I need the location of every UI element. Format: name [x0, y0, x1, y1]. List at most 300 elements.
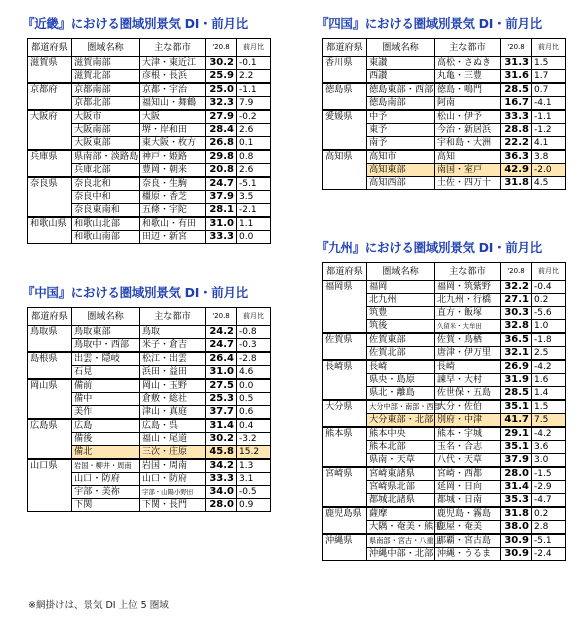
prefecture-cell: 島根県	[28, 352, 72, 379]
change-cell: -0.2	[237, 110, 271, 124]
di-value-cell: 45.8	[206, 446, 237, 460]
di-value-cell: 30.9	[501, 548, 532, 561]
city-cell: 唐津・伊万里	[435, 347, 501, 361]
kinki-title: 『近畿』における圏域別景気 DI・前月比	[22, 16, 248, 31]
city-cell: 堺・岸和田	[140, 124, 206, 137]
city-cell: 松山・伊予	[435, 110, 501, 124]
change-cell: 0.2	[532, 294, 566, 307]
header-city: 主な都市	[140, 308, 206, 326]
change-cell: -4.7	[532, 494, 566, 508]
area-cell: 中予	[367, 110, 435, 124]
change-cell: 3.1	[237, 473, 271, 486]
city-cell: 丸亀・三豊	[435, 70, 501, 84]
di-value-cell: 31.6	[501, 70, 532, 84]
city-cell: 岡山・玉野	[140, 379, 206, 393]
change-cell: 3.0	[532, 454, 566, 468]
area-cell: 薩摩	[367, 507, 435, 521]
area-cell: 高知市	[367, 150, 435, 164]
area-cell: 石見	[72, 366, 140, 380]
change-cell: -2.8	[237, 352, 271, 366]
change-cell: 15.2	[237, 446, 271, 460]
prefecture-cell: 和歌山県	[28, 217, 72, 244]
city-cell: 沖縄・うるま	[435, 548, 501, 561]
change-cell: -4.1	[532, 97, 566, 111]
change-cell: 1.0	[532, 320, 566, 334]
area-cell: 長崎	[367, 360, 435, 374]
di-value-cell: 29.8	[206, 150, 237, 164]
prefecture-cell: 広島県	[28, 419, 72, 459]
di-value-cell: 30.3	[501, 307, 532, 320]
city-cell: 宇部・山陽小野田	[140, 486, 206, 499]
change-cell: 0.0	[237, 379, 271, 393]
di-value-cell: 38.0	[501, 521, 532, 535]
di-value-cell: 28.4	[206, 124, 237, 137]
change-cell: -1.5	[532, 467, 566, 481]
area-cell: 滋賀南部	[72, 57, 140, 70]
di-value-cell: 31.8	[501, 177, 532, 190]
table-row	[28, 379, 271, 393]
prefecture-cell: 愛媛県	[323, 110, 367, 150]
header-city: 主な都市	[435, 39, 501, 57]
header-area: 圏域名称	[72, 308, 140, 326]
area-cell: 奈良東南和	[72, 204, 140, 218]
di-value-cell: 31.8	[501, 507, 532, 521]
di-value-cell: 28.8	[501, 124, 532, 137]
table-row	[323, 534, 566, 548]
area-cell: 大隅・奄美・熊毛	[367, 521, 435, 535]
di-value-cell: 26.4	[206, 352, 237, 366]
change-cell: -0.8	[237, 326, 271, 339]
table-row	[28, 150, 271, 164]
di-value-cell: 28.0	[501, 467, 532, 481]
di-value-cell: 25.0	[206, 83, 237, 97]
area-cell: 筑豊	[367, 307, 435, 320]
shikoku-table	[322, 38, 566, 190]
area-cell: 熊本中央	[367, 427, 435, 441]
city-cell: 北九州・行橋	[435, 294, 501, 307]
area-cell: 福岡	[367, 281, 435, 294]
area-cell: 鳥取東部	[72, 326, 140, 339]
city-cell: 田辺・新宮	[140, 231, 206, 244]
di-value-cell: 28.1	[206, 204, 237, 218]
city-cell: 久留米・大牟田	[435, 320, 501, 334]
city-cell: 宇和島・大洲	[435, 137, 501, 151]
change-cell: -2.1	[237, 204, 271, 218]
header-prefecture: 都道府県	[323, 263, 367, 281]
table-row	[323, 467, 566, 481]
area-cell: 備前	[72, 379, 140, 393]
table-row	[323, 400, 566, 414]
di-value-cell: 41.7	[501, 414, 532, 428]
change-cell: -5.1	[532, 534, 566, 548]
di-value-cell: 35.3	[501, 494, 532, 508]
city-cell: 宮崎・西都	[435, 467, 501, 481]
change-cell: 7.5	[532, 414, 566, 428]
table-row	[323, 83, 566, 97]
di-value-cell: 32.8	[501, 320, 532, 334]
table-row	[28, 459, 271, 473]
prefecture-cell: 鹿児島県	[323, 507, 367, 534]
di-value-cell: 30.2	[206, 433, 237, 446]
prefecture-cell: 奈良県	[28, 177, 72, 217]
area-cell: 宮崎県北部	[367, 481, 435, 494]
change-cell: 1.3	[237, 459, 271, 473]
change-cell: 0.8	[237, 150, 271, 164]
city-cell: 米子・倉吉	[140, 339, 206, 353]
area-cell: 山口・防府	[72, 473, 140, 486]
prefecture-cell: 大分県	[323, 400, 367, 427]
area-cell: 大分中部・南部・西部	[367, 400, 435, 414]
city-cell: 東大阪・枚方	[140, 137, 206, 151]
area-cell: 下関	[72, 499, 140, 512]
change-cell: 0.9	[237, 499, 271, 512]
city-cell: 鹿児島・霧島	[435, 507, 501, 521]
city-cell: 南国・室戸	[435, 164, 501, 177]
table-row	[28, 83, 271, 97]
change-cell: 2.6	[237, 124, 271, 137]
di-value-cell: 34.0	[206, 486, 237, 499]
city-cell: 延岡・日向	[435, 481, 501, 494]
change-cell: 2.6	[237, 164, 271, 178]
table-row	[323, 360, 566, 374]
change-cell: 3.5	[237, 191, 271, 204]
header-area: 圏域名称	[367, 263, 435, 281]
change-cell: -1.1	[237, 83, 271, 97]
change-cell: 0.6	[237, 406, 271, 420]
area-cell: 徳島東部・西部	[367, 83, 435, 97]
kinki-table	[27, 38, 271, 244]
area-cell: 備中	[72, 393, 140, 406]
city-cell: 橿原・香芝	[140, 191, 206, 204]
area-cell: 徳島南部	[367, 97, 435, 111]
di-value-cell: 37.9	[501, 454, 532, 468]
change-cell: -2.4	[532, 548, 566, 561]
table-row	[28, 217, 271, 231]
city-cell: 徳島・鳴門	[435, 83, 501, 97]
change-cell: 2.5	[532, 347, 566, 361]
city-cell: 浜田・益田	[140, 366, 206, 380]
header-value: '20.8	[501, 39, 532, 57]
di-value-cell: 25.9	[206, 70, 237, 84]
area-cell: 沖縄中部・北部	[367, 548, 435, 561]
di-value-cell: 30.2	[206, 57, 237, 70]
area-cell: 県央・島原	[367, 374, 435, 387]
city-cell: 下関・長門	[140, 499, 206, 512]
table-row	[28, 110, 271, 124]
area-cell: 宇部・美祢	[72, 486, 140, 499]
table-row	[28, 419, 271, 433]
city-cell: 今治・新居浜	[435, 124, 501, 137]
di-value-cell: 26.8	[206, 137, 237, 151]
city-cell: 玉名・合志	[435, 441, 501, 454]
di-value-cell: 36.3	[501, 150, 532, 164]
area-cell: 熊本北部	[367, 441, 435, 454]
city-cell: 松江・出雲	[140, 352, 206, 366]
area-cell: 奈良北和	[72, 177, 140, 191]
city-cell: 豊岡・朝来	[140, 164, 206, 178]
change-cell: 0.7	[532, 83, 566, 97]
change-cell: -0.1	[237, 57, 271, 70]
area-cell: 岩国・柳井・周南	[72, 459, 140, 473]
kyushu-title: 『九州』における圏域別景気 DI・前月比	[316, 240, 542, 255]
area-cell: 西讃	[367, 70, 435, 84]
prefecture-cell: 佐賀県	[323, 333, 367, 360]
di-value-cell: 31.3	[501, 57, 532, 70]
change-cell: -5.1	[237, 177, 271, 191]
change-cell: -1.2	[532, 124, 566, 137]
change-cell: -1.1	[532, 110, 566, 124]
prefecture-cell: 宮崎県	[323, 467, 367, 507]
footnote: ※網掛けは、景気 DI 上位 5 圏域	[28, 600, 169, 611]
city-cell: 別府・中津	[435, 414, 501, 428]
change-cell: 2.8	[532, 521, 566, 535]
area-cell: 県南・天草	[367, 454, 435, 468]
city-cell: 佐世保・五島	[435, 387, 501, 401]
change-cell: -0.4	[532, 281, 566, 294]
change-cell: -0.3	[237, 339, 271, 353]
city-cell: 福岡・筑紫野	[435, 281, 501, 294]
di-value-cell: 32.2	[501, 281, 532, 294]
area-cell: 兵庫北部	[72, 164, 140, 178]
prefecture-cell: 福岡県	[323, 281, 367, 334]
area-cell: 筑後	[367, 320, 435, 334]
header-prefecture: 都道府県	[28, 308, 72, 326]
di-value-cell: 31.4	[206, 419, 237, 433]
di-value-cell: 30.9	[501, 534, 532, 548]
city-cell: 福山・尾道	[140, 433, 206, 446]
di-value-cell: 32.3	[206, 97, 237, 111]
di-value-cell: 31.9	[501, 374, 532, 387]
di-value-cell: 37.7	[206, 406, 237, 420]
area-cell: 東讃	[367, 57, 435, 70]
di-value-cell: 29.1	[501, 427, 532, 441]
area-cell: 広島	[72, 419, 140, 433]
header-row	[323, 39, 566, 57]
city-cell: 山口・防府	[140, 473, 206, 486]
di-value-cell: 35.1	[501, 400, 532, 414]
di-value-cell: 37.9	[206, 191, 237, 204]
kyushu-table	[322, 262, 566, 561]
area-cell: 南予	[367, 137, 435, 151]
change-cell: 0.2	[532, 507, 566, 521]
change-cell: 0.4	[237, 419, 271, 433]
city-cell: 高松・さぬき	[435, 57, 501, 70]
header-area: 圏域名称	[367, 39, 435, 57]
di-value-cell: 28.5	[501, 83, 532, 97]
city-cell: 長崎	[435, 360, 501, 374]
prefecture-cell: 岡山県	[28, 379, 72, 419]
di-value-cell: 20.8	[206, 164, 237, 178]
change-cell: 1.1	[237, 217, 271, 231]
di-value-cell: 24.7	[206, 339, 237, 353]
di-value-cell: 31.0	[206, 217, 237, 231]
area-cell: 県南部・宮古・八重山	[367, 534, 435, 548]
area-cell: 北九州	[367, 294, 435, 307]
area-cell: 都城北諸県	[367, 494, 435, 508]
area-cell: 鳥取中・西部	[72, 339, 140, 353]
area-cell: 県南部・淡路島	[72, 150, 140, 164]
header-city: 主な都市	[435, 263, 501, 281]
area-cell: 和歌山南部	[72, 231, 140, 244]
city-cell: 福知山・舞鶴	[140, 97, 206, 111]
header-area: 圏域名称	[72, 39, 140, 57]
di-value-cell: 42.9	[501, 164, 532, 177]
prefecture-cell: 大阪府	[28, 110, 72, 150]
change-cell: 4.5	[532, 177, 566, 190]
city-cell: 都城・日南	[435, 494, 501, 508]
city-cell: 奈良・生駒	[140, 177, 206, 191]
di-value-cell: 31.4	[501, 481, 532, 494]
city-cell: 五條・宇陀	[140, 204, 206, 218]
city-cell: 広島・呉	[140, 419, 206, 433]
header-city: 主な都市	[140, 39, 206, 57]
city-cell: 大阪	[140, 110, 206, 124]
area-cell: 和歌山北部	[72, 217, 140, 231]
prefecture-cell: 熊本県	[323, 427, 367, 467]
change-cell: 1.6	[532, 374, 566, 387]
header-prefecture: 都道府県	[323, 39, 367, 57]
area-cell: 奈良中和	[72, 191, 140, 204]
change-cell: 1.5	[532, 57, 566, 70]
prefecture-cell: 長崎県	[323, 360, 367, 400]
table-row	[323, 57, 566, 70]
change-cell: -4.2	[532, 427, 566, 441]
di-value-cell: 26.9	[501, 360, 532, 374]
city-cell: 熊本・宇城	[435, 427, 501, 441]
city-cell: 大分・佐伯	[435, 400, 501, 414]
change-cell: 0.5	[237, 393, 271, 406]
table-row	[28, 177, 271, 191]
prefecture-cell: 兵庫県	[28, 150, 72, 177]
city-cell: 八代・天草	[435, 454, 501, 468]
prefecture-cell: 滋賀県	[28, 57, 72, 84]
change-cell: 3.8	[532, 150, 566, 164]
city-cell: 岩国・周南	[140, 459, 206, 473]
header-value: '20.8	[206, 308, 237, 326]
area-cell: 出雲・隠岐	[72, 352, 140, 366]
city-cell: 佐賀・鳥栖	[435, 333, 501, 347]
area-cell: 宮崎東諸県	[367, 467, 435, 481]
prefecture-cell: 鳥取県	[28, 326, 72, 353]
area-cell: 県北・離島	[367, 387, 435, 401]
area-cell: 滋賀北部	[72, 70, 140, 84]
area-cell: 京都南部	[72, 83, 140, 97]
city-cell: 津山・真庭	[140, 406, 206, 420]
di-value-cell: 34.2	[206, 459, 237, 473]
area-cell: 大分東部・北部	[367, 414, 435, 428]
header-value: '20.8	[206, 39, 237, 57]
prefecture-cell: 沖縄県	[323, 534, 367, 561]
header-change: 前月比	[237, 308, 271, 326]
di-value-cell: 16.7	[501, 97, 532, 111]
change-cell: 1.5	[532, 400, 566, 414]
header-row	[28, 39, 271, 57]
di-value-cell: 32.1	[501, 347, 532, 361]
table-row	[323, 110, 566, 124]
di-value-cell: 28.5	[501, 387, 532, 401]
change-cell: 1.4	[532, 387, 566, 401]
header-change: 前月比	[532, 39, 566, 57]
area-cell: 備後	[72, 433, 140, 446]
area-cell: 高知西部	[367, 177, 435, 190]
prefecture-cell: 徳島県	[323, 83, 367, 110]
city-cell: 直方・飯塚	[435, 307, 501, 320]
area-cell: 備北	[72, 446, 140, 460]
change-cell: 1.7	[532, 70, 566, 84]
area-cell: 東予	[367, 124, 435, 137]
header-row	[323, 263, 566, 281]
city-cell: 京都・宇治	[140, 83, 206, 97]
city-cell: 諫早・大村	[435, 374, 501, 387]
city-cell: 土佐・四万十	[435, 177, 501, 190]
header-prefecture: 都道府県	[28, 39, 72, 57]
city-cell: 那覇・宮古島	[435, 534, 501, 548]
shikoku-title: 『四国』における圏域別景気 DI・前月比	[316, 16, 542, 31]
di-value-cell: 24.7	[206, 177, 237, 191]
di-value-cell: 36.5	[501, 333, 532, 347]
area-cell: 大阪南部	[72, 124, 140, 137]
prefecture-cell: 山口県	[28, 459, 72, 512]
table-row	[28, 326, 271, 339]
area-cell: 京都北部	[72, 97, 140, 111]
change-cell: -5.6	[532, 307, 566, 320]
di-value-cell: 28.0	[206, 499, 237, 512]
change-cell: -2.0	[532, 164, 566, 177]
di-value-cell: 33.3	[501, 110, 532, 124]
di-value-cell: 33.3	[206, 231, 237, 244]
area-cell: 佐賀東部	[367, 333, 435, 347]
change-cell: 0.0	[237, 231, 271, 244]
prefecture-cell: 香川県	[323, 57, 367, 84]
change-cell: 2.2	[237, 70, 271, 84]
di-value-cell: 24.2	[206, 326, 237, 339]
city-cell: 和歌山・有田	[140, 217, 206, 231]
di-value-cell: 33.3	[206, 473, 237, 486]
area-cell: 美作	[72, 406, 140, 420]
di-value-cell: 27.1	[501, 294, 532, 307]
area-cell: 大阪市	[72, 110, 140, 124]
city-cell: 倉敷・総社	[140, 393, 206, 406]
table-row	[323, 150, 566, 164]
table-row	[28, 57, 271, 70]
di-value-cell: 27.9	[206, 110, 237, 124]
di-value-cell: 25.3	[206, 393, 237, 406]
di-value-cell: 35.1	[501, 441, 532, 454]
header-row	[28, 308, 271, 326]
change-cell: 4.6	[237, 366, 271, 380]
table-row	[323, 507, 566, 521]
chugoku-table	[27, 307, 271, 512]
city-cell: 三次・庄原	[140, 446, 206, 460]
table-row	[323, 427, 566, 441]
city-cell: 鳥取	[140, 326, 206, 339]
change-cell: 3.6	[532, 441, 566, 454]
city-cell: 大津・東近江	[140, 57, 206, 70]
prefecture-cell: 高知県	[323, 150, 367, 190]
city-cell: 神戸・姫路	[140, 150, 206, 164]
city-cell: 彦根・長浜	[140, 70, 206, 84]
di-value-cell: 31.0	[206, 366, 237, 380]
change-cell: -4.2	[532, 360, 566, 374]
change-cell: -2.9	[532, 481, 566, 494]
di-value-cell: 27.5	[206, 379, 237, 393]
header-change: 前月比	[532, 263, 566, 281]
di-value-cell: 22.2	[501, 137, 532, 151]
header-change: 前月比	[237, 39, 271, 57]
change-cell: 0.1	[237, 137, 271, 151]
chugoku-title: 『中国』における圏域別景気 DI・前月比	[22, 285, 248, 300]
city-cell: 鹿屋・奄美	[435, 521, 501, 535]
